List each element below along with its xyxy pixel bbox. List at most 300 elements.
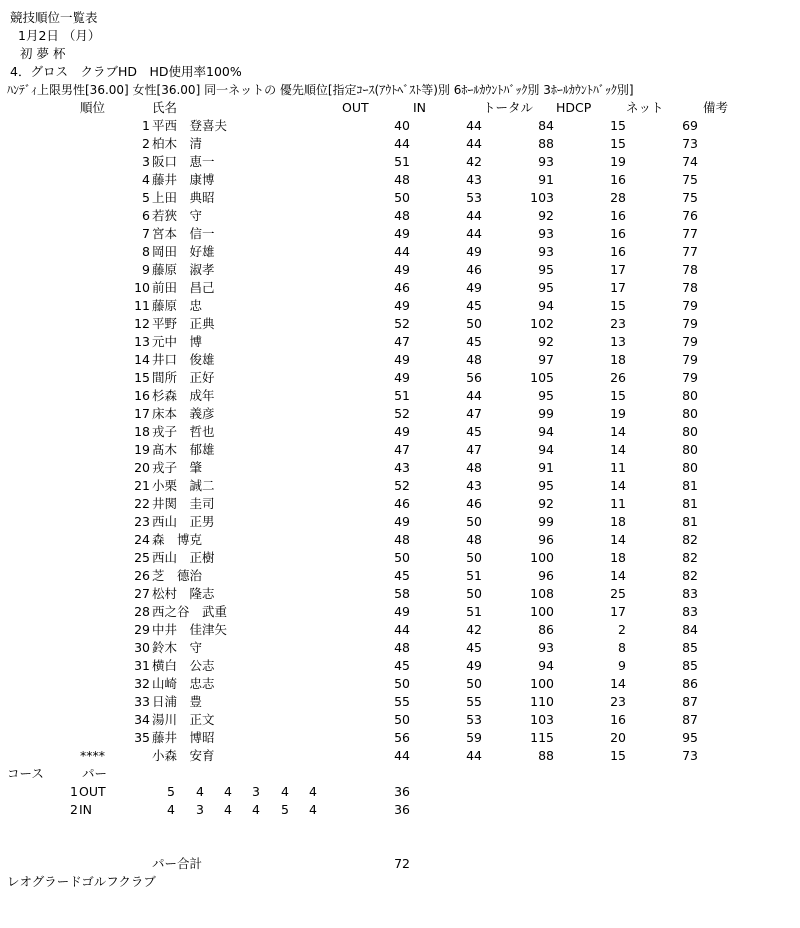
out-cell: 47 <box>394 442 410 457</box>
col-total-header: トータル <box>483 100 534 115</box>
total-cell: 103 <box>530 712 554 727</box>
in-cell: 45 <box>466 424 482 439</box>
hdcp-cell: 20 <box>610 730 626 745</box>
out-cell: 49 <box>394 604 410 619</box>
col-net-header: ネット <box>626 100 664 115</box>
club-name: レオグラードゴルフクラブ <box>7 874 156 889</box>
hdcp-cell: 25 <box>610 586 626 601</box>
in-cell: 44 <box>466 748 482 763</box>
table-row <box>0 154 800 172</box>
out-cell: 45 <box>394 658 410 673</box>
net-cell: 82 <box>682 532 698 547</box>
hdcp-cell: 14 <box>610 442 626 457</box>
total-cell: 95 <box>538 478 554 493</box>
hdcp-cell: 16 <box>610 712 626 727</box>
rank-cell: 1 <box>142 118 150 133</box>
total-cell: 93 <box>538 226 554 241</box>
rank-cell: 25 <box>134 550 150 565</box>
in-cell: 51 <box>466 568 482 583</box>
name-cell: 鈴木 守 <box>152 640 203 655</box>
total-cell: 84 <box>538 118 554 133</box>
table-row <box>0 136 800 154</box>
hdcp-cell: 18 <box>610 514 626 529</box>
name-cell: 西山 正男 <box>152 514 215 529</box>
table-row <box>0 442 800 460</box>
hdcp-cell: 2 <box>618 622 626 637</box>
par-total-line <box>0 856 800 874</box>
hdcp-cell: 23 <box>610 694 626 709</box>
event-name: 初 夢 杯 <box>20 46 66 61</box>
in-cell: 44 <box>466 226 482 241</box>
table-row <box>0 568 800 586</box>
name-cell: 藤井 康博 <box>152 172 215 187</box>
table-row <box>0 298 800 316</box>
rank-cell: 8 <box>142 244 150 259</box>
name-cell: 中井 佳津矢 <box>152 622 228 637</box>
rank-cell: 16 <box>134 388 150 403</box>
out-cell: 44 <box>394 136 410 151</box>
hole-par: 4 <box>252 802 260 817</box>
in-cell: 48 <box>466 352 482 367</box>
hdcp-cell: 11 <box>610 496 626 511</box>
total-cell: 105 <box>530 370 554 385</box>
hdcp-cell: 28 <box>610 190 626 205</box>
col-hdcp-header: HDCP <box>556 100 592 115</box>
table-row <box>0 532 800 550</box>
name-cell: 湯川 正文 <box>152 712 215 727</box>
net-cell: 73 <box>682 748 698 763</box>
net-cell: 79 <box>682 298 698 313</box>
hdcp-cell: 14 <box>610 568 626 583</box>
name-cell: 横白 公志 <box>152 658 215 673</box>
hole-par: 4 <box>309 802 317 817</box>
rank-cell: 6 <box>142 208 150 223</box>
in-cell: 50 <box>466 550 482 565</box>
out-cell: 46 <box>394 280 410 295</box>
hole-par: 3 <box>196 802 204 817</box>
out-cell: 45 <box>394 568 410 583</box>
net-cell: 79 <box>682 352 698 367</box>
out-cell: 56 <box>394 730 410 745</box>
hdcp-cell: 14 <box>610 424 626 439</box>
rank-cell: 29 <box>134 622 150 637</box>
table-row <box>0 676 800 694</box>
hole-par: 4 <box>224 802 232 817</box>
hole-par: 5 <box>167 784 175 799</box>
out-cell: 44 <box>394 244 410 259</box>
total-cell: 92 <box>538 496 554 511</box>
rank-cell: 24 <box>134 532 150 547</box>
rank-cell: 20 <box>134 460 150 475</box>
net-cell: 86 <box>682 676 698 691</box>
scoring-format: 4．グロス クラブHD HD使用率100% <box>10 64 242 79</box>
table-row <box>0 496 800 514</box>
hole-par: 4 <box>196 784 204 799</box>
table-row <box>0 244 800 262</box>
hole-par: 5 <box>281 802 289 817</box>
name-cell: 森 博克 <box>152 532 203 547</box>
hdcp-cell: 9 <box>618 658 626 673</box>
name-cell: 平野 正典 <box>152 316 215 331</box>
in-cell: 46 <box>466 262 482 277</box>
total-cell: 94 <box>538 298 554 313</box>
hdcp-cell: 14 <box>610 676 626 691</box>
net-cell: 75 <box>682 172 698 187</box>
rank-cell: **** <box>80 748 105 763</box>
in-cell: 45 <box>466 298 482 313</box>
out-cell: 51 <box>394 388 410 403</box>
table-row <box>0 352 800 370</box>
net-cell: 69 <box>682 118 698 133</box>
hdcp-cell: 16 <box>610 244 626 259</box>
rank-cell: 32 <box>134 676 150 691</box>
name-cell: 髙木 郁雄 <box>152 442 215 457</box>
name-cell: 上田 典昭 <box>152 190 215 205</box>
table-row <box>0 694 800 712</box>
rank-cell: 34 <box>134 712 150 727</box>
net-cell: 80 <box>682 442 698 457</box>
total-cell: 100 <box>530 550 554 565</box>
net-cell: 73 <box>682 136 698 151</box>
out-cell: 46 <box>394 496 410 511</box>
name-cell: 井口 俊雄 <box>152 352 215 367</box>
course-par-sum: 36 <box>394 802 410 817</box>
in-cell: 44 <box>466 388 482 403</box>
in-cell: 48 <box>466 460 482 475</box>
hdcp-cell: 16 <box>610 208 626 223</box>
name-cell: 小栗 誠二 <box>152 478 215 493</box>
name-cell: 若狹 守 <box>152 208 203 223</box>
total-cell: 93 <box>538 244 554 259</box>
total-cell: 108 <box>530 586 554 601</box>
net-cell: 80 <box>682 406 698 421</box>
out-cell: 50 <box>394 676 410 691</box>
out-cell: 50 <box>394 712 410 727</box>
name-cell: 藤原 忠 <box>152 298 203 313</box>
column-headers <box>0 100 800 118</box>
out-cell: 51 <box>394 154 410 169</box>
in-cell: 50 <box>466 676 482 691</box>
out-cell: 52 <box>394 406 410 421</box>
total-cell: 103 <box>530 190 554 205</box>
out-cell: 48 <box>394 208 410 223</box>
in-cell: 53 <box>466 190 482 205</box>
table-row <box>0 658 800 676</box>
hdcp-cell: 19 <box>610 154 626 169</box>
in-cell: 43 <box>466 478 482 493</box>
hdcp-cell: 17 <box>610 280 626 295</box>
rank-cell: 11 <box>134 298 150 313</box>
in-cell: 51 <box>466 604 482 619</box>
hole-par: 4 <box>309 784 317 799</box>
net-cell: 82 <box>682 568 698 583</box>
rank-cell: 13 <box>134 334 150 349</box>
col-notes-header: 備考 <box>703 100 729 115</box>
hdcp-cell: 18 <box>610 352 626 367</box>
net-cell: 83 <box>682 604 698 619</box>
rank-cell: 35 <box>134 730 150 745</box>
in-cell: 50 <box>466 514 482 529</box>
table-row <box>0 514 800 532</box>
col-in-header: IN <box>413 100 427 115</box>
rank-cell: 28 <box>134 604 150 619</box>
table-row <box>0 262 800 280</box>
par-label: パー <box>82 766 108 781</box>
hdcp-cell: 14 <box>610 532 626 547</box>
net-cell: 78 <box>682 280 698 295</box>
name-cell: 小森 安育 <box>152 748 215 763</box>
out-cell: 58 <box>394 586 410 601</box>
out-cell: 52 <box>394 316 410 331</box>
table-row-unranked <box>0 748 800 766</box>
hdcp-cell: 19 <box>610 406 626 421</box>
in-cell: 55 <box>466 694 482 709</box>
tie-break-rules: ﾊﾝﾃﾞｨ上限男性[36.00] 女性[36.00] 同一ネットの 優先順位[指定ｺｰｽ(ｱｳﾄﾍﾞｽﾄ等)別 6ﾎｰﾙｶｳﾝﾄﾊﾞｯｸ別 3ﾎｰﾙｶｳﾝﾄﾊﾞｯｸ別] <box>7 83 634 97</box>
total-cell: 88 <box>538 136 554 151</box>
table-row <box>0 172 800 190</box>
net-cell: 75 <box>682 190 698 205</box>
net-cell: 85 <box>682 640 698 655</box>
rank-cell: 19 <box>134 442 150 457</box>
name-cell: 杉森 成年 <box>152 388 215 403</box>
in-cell: 49 <box>466 658 482 673</box>
in-cell: 49 <box>466 244 482 259</box>
hdcp-cell: 15 <box>610 748 626 763</box>
out-cell: 49 <box>394 514 410 529</box>
rank-cell: 9 <box>142 262 150 277</box>
hdcp-cell: 26 <box>610 370 626 385</box>
table-row <box>0 550 800 568</box>
name-cell: 井関 圭司 <box>152 496 215 511</box>
out-cell: 44 <box>394 748 410 763</box>
total-cell: 92 <box>538 208 554 223</box>
total-cell: 94 <box>538 658 554 673</box>
out-cell: 50 <box>394 190 410 205</box>
net-cell: 77 <box>682 226 698 241</box>
total-cell: 94 <box>538 442 554 457</box>
name-cell: 日浦 豊 <box>152 694 203 709</box>
rank-cell: 3 <box>142 154 150 169</box>
hole-par: 3 <box>252 784 260 799</box>
rank-cell: 22 <box>134 496 150 511</box>
in-cell: 43 <box>466 172 482 187</box>
par-total-label: パー合計 <box>152 856 203 871</box>
table-row <box>0 190 800 208</box>
name-cell: 西山 正樹 <box>152 550 215 565</box>
net-cell: 81 <box>682 496 698 511</box>
in-cell: 47 <box>466 406 482 421</box>
name-cell: 平西 登喜夫 <box>152 118 228 133</box>
out-cell: 48 <box>394 172 410 187</box>
rank-cell: 30 <box>134 640 150 655</box>
table-row <box>0 280 800 298</box>
total-cell: 91 <box>538 172 554 187</box>
name-cell: 柏木 清 <box>152 136 203 151</box>
out-cell: 49 <box>394 352 410 367</box>
table-row <box>0 424 800 442</box>
total-cell: 92 <box>538 334 554 349</box>
in-cell: 50 <box>466 316 482 331</box>
hdcp-cell: 18 <box>610 550 626 565</box>
rank-cell: 7 <box>142 226 150 241</box>
total-cell: 97 <box>538 352 554 367</box>
net-cell: 84 <box>682 622 698 637</box>
table-row <box>0 712 800 730</box>
table-row <box>0 208 800 226</box>
out-cell: 49 <box>394 262 410 277</box>
rank-cell: 15 <box>134 370 150 385</box>
out-cell: 48 <box>394 532 410 547</box>
in-cell: 49 <box>466 280 482 295</box>
name-cell: 戎子 哲也 <box>152 424 215 439</box>
rank-cell: 21 <box>134 478 150 493</box>
total-cell: 95 <box>538 262 554 277</box>
in-cell: 45 <box>466 640 482 655</box>
net-cell: 77 <box>682 244 698 259</box>
col-out-header: OUT <box>342 100 369 115</box>
net-cell: 74 <box>682 154 698 169</box>
course-label: コース <box>7 766 44 781</box>
out-cell: 44 <box>394 622 410 637</box>
name-cell: 岡田 好雄 <box>152 244 215 259</box>
hdcp-cell: 15 <box>610 388 626 403</box>
name-cell: 藤原 淑孝 <box>152 262 215 277</box>
total-cell: 102 <box>530 316 554 331</box>
table-row <box>0 622 800 640</box>
in-cell: 44 <box>466 208 482 223</box>
name-cell: 戎子 肇 <box>152 460 203 475</box>
name-cell: 床本 義彦 <box>152 406 215 421</box>
par-total-value: 72 <box>394 856 410 871</box>
report-title: 競技順位一覧表 <box>10 10 98 25</box>
name-cell: 松村 隆志 <box>152 586 215 601</box>
hdcp-cell: 11 <box>610 460 626 475</box>
in-cell: 53 <box>466 712 482 727</box>
total-cell: 99 <box>538 514 554 529</box>
out-cell: 49 <box>394 298 410 313</box>
hdcp-cell: 13 <box>610 334 626 349</box>
hole-par: 4 <box>167 802 175 817</box>
hdcp-cell: 15 <box>610 118 626 133</box>
total-cell: 96 <box>538 532 554 547</box>
table-row <box>0 478 800 496</box>
rank-cell: 5 <box>142 190 150 205</box>
total-cell: 96 <box>538 568 554 583</box>
course-line-out <box>0 784 800 802</box>
table-row <box>0 388 800 406</box>
hdcp-cell: 15 <box>610 298 626 313</box>
net-cell: 79 <box>682 316 698 331</box>
hole-par: 4 <box>224 784 232 799</box>
name-cell: 間所 正好 <box>152 370 215 385</box>
course-line-in <box>0 802 800 820</box>
out-cell: 48 <box>394 640 410 655</box>
in-cell: 45 <box>466 334 482 349</box>
hdcp-cell: 8 <box>618 640 626 655</box>
hole-par: 4 <box>281 784 289 799</box>
course-number: 1 <box>70 784 78 799</box>
in-cell: 46 <box>466 496 482 511</box>
net-cell: 81 <box>682 478 698 493</box>
total-cell: 95 <box>538 388 554 403</box>
rank-cell: 17 <box>134 406 150 421</box>
rank-cell: 4 <box>142 172 150 187</box>
name-cell: 山崎 忠志 <box>152 676 215 691</box>
total-cell: 93 <box>538 154 554 169</box>
course-number: 2 <box>70 802 78 817</box>
rank-cell: 26 <box>134 568 150 583</box>
out-cell: 49 <box>394 226 410 241</box>
in-cell: 44 <box>466 118 482 133</box>
net-cell: 76 <box>682 208 698 223</box>
name-cell: 芝 德治 <box>152 568 203 583</box>
total-cell: 115 <box>530 730 554 745</box>
table-row <box>0 226 800 244</box>
table-row <box>0 460 800 478</box>
rank-cell: 27 <box>134 586 150 601</box>
col-rank-header: 順位 <box>80 100 106 115</box>
table-row <box>0 334 800 352</box>
total-cell: 95 <box>538 280 554 295</box>
table-row <box>0 406 800 424</box>
in-cell: 42 <box>466 622 482 637</box>
in-cell: 50 <box>466 586 482 601</box>
out-cell: 43 <box>394 460 410 475</box>
in-cell: 42 <box>466 154 482 169</box>
net-cell: 80 <box>682 424 698 439</box>
net-cell: 78 <box>682 262 698 277</box>
rank-cell: 12 <box>134 316 150 331</box>
name-cell: 前田 昌己 <box>152 280 215 295</box>
course-name: IN <box>79 802 93 817</box>
hdcp-cell: 23 <box>610 316 626 331</box>
out-cell: 49 <box>394 370 410 385</box>
name-cell: 阪口 恵一 <box>152 154 215 169</box>
rank-cell: 23 <box>134 514 150 529</box>
rank-cell: 33 <box>134 694 150 709</box>
net-cell: 79 <box>682 370 698 385</box>
hdcp-cell: 15 <box>610 136 626 151</box>
out-cell: 47 <box>394 334 410 349</box>
in-cell: 44 <box>466 136 482 151</box>
rank-cell: 14 <box>134 352 150 367</box>
report-date: 1月2日 （月） <box>18 28 101 43</box>
name-cell: 西之谷 武重 <box>152 604 228 619</box>
course-name: OUT <box>79 784 106 799</box>
net-cell: 87 <box>682 694 698 709</box>
net-cell: 83 <box>682 586 698 601</box>
total-cell: 93 <box>538 640 554 655</box>
rank-cell: 2 <box>142 136 150 151</box>
total-cell: 100 <box>530 604 554 619</box>
in-cell: 48 <box>466 532 482 547</box>
table-row <box>0 370 800 388</box>
out-cell: 40 <box>394 118 410 133</box>
table-row <box>0 640 800 658</box>
total-cell: 99 <box>538 406 554 421</box>
total-cell: 91 <box>538 460 554 475</box>
in-cell: 56 <box>466 370 482 385</box>
table-row <box>0 730 800 748</box>
rank-cell: 31 <box>134 658 150 673</box>
name-cell: 宮本 信一 <box>152 226 215 241</box>
rank-cell: 18 <box>134 424 150 439</box>
net-cell: 80 <box>682 460 698 475</box>
name-cell: 藤井 博昭 <box>152 730 215 745</box>
net-cell: 87 <box>682 712 698 727</box>
total-cell: 86 <box>538 622 554 637</box>
out-cell: 50 <box>394 550 410 565</box>
